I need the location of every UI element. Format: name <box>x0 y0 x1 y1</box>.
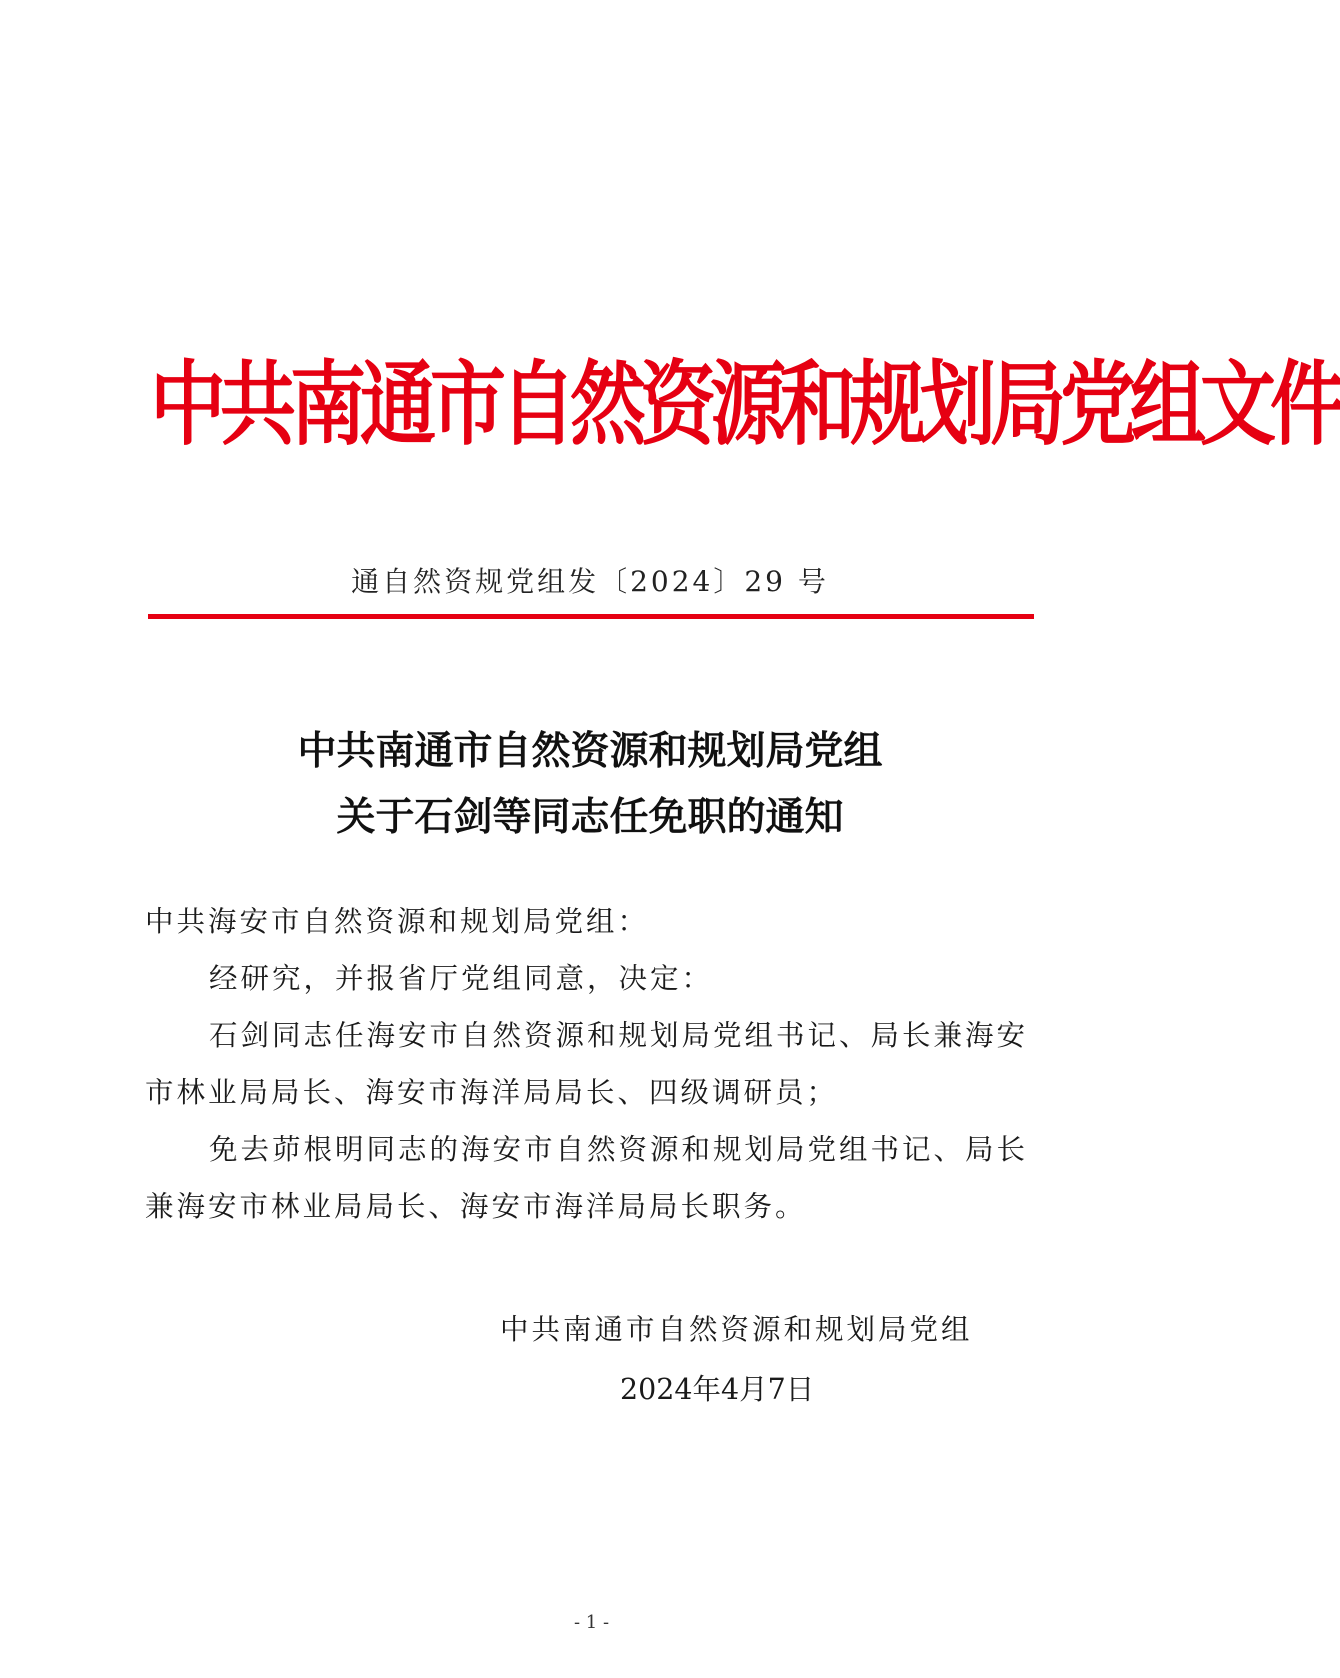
body-paragraph-2: 石剑同志任海安市自然资源和规划局党组书记、局长兼海安市林业局局长、海安市海洋局局长、四级调研员； <box>145 1019 1029 1109</box>
addressee: 中共海安市自然资源和规划局党组： <box>145 905 650 938</box>
title-line-1: 中共南通市自然资源和规划局党组 <box>297 728 883 774</box>
document-title <box>150 718 1030 850</box>
body-paragraph-3: 免去茆根明同志的海安市自然资源和规划局党组书记、局长兼海安市林业局局长、海安市海洋局局长职务。 <box>145 1133 1029 1223</box>
signature-date: 2024年4月7日 <box>620 1373 815 1406</box>
document-number: 通自然资规党组发〔2024〕29 号 <box>351 565 829 598</box>
issuer-header: 中共南通市自然资源和规划局党组文件 <box>150 351 1340 458</box>
signature-block <box>490 1300 990 1420</box>
document-body <box>145 893 1040 1235</box>
title-line-2: 关于石剑等同志任免职的通知 <box>336 794 844 840</box>
page-number: - 1 - <box>573 1612 610 1633</box>
red-divider <box>148 614 1034 619</box>
signature-org: 中共南通市自然资源和规划局党组 <box>500 1313 973 1346</box>
body-paragraph-1: 经研究，并报省厅党组同意，决定： <box>209 962 714 995</box>
